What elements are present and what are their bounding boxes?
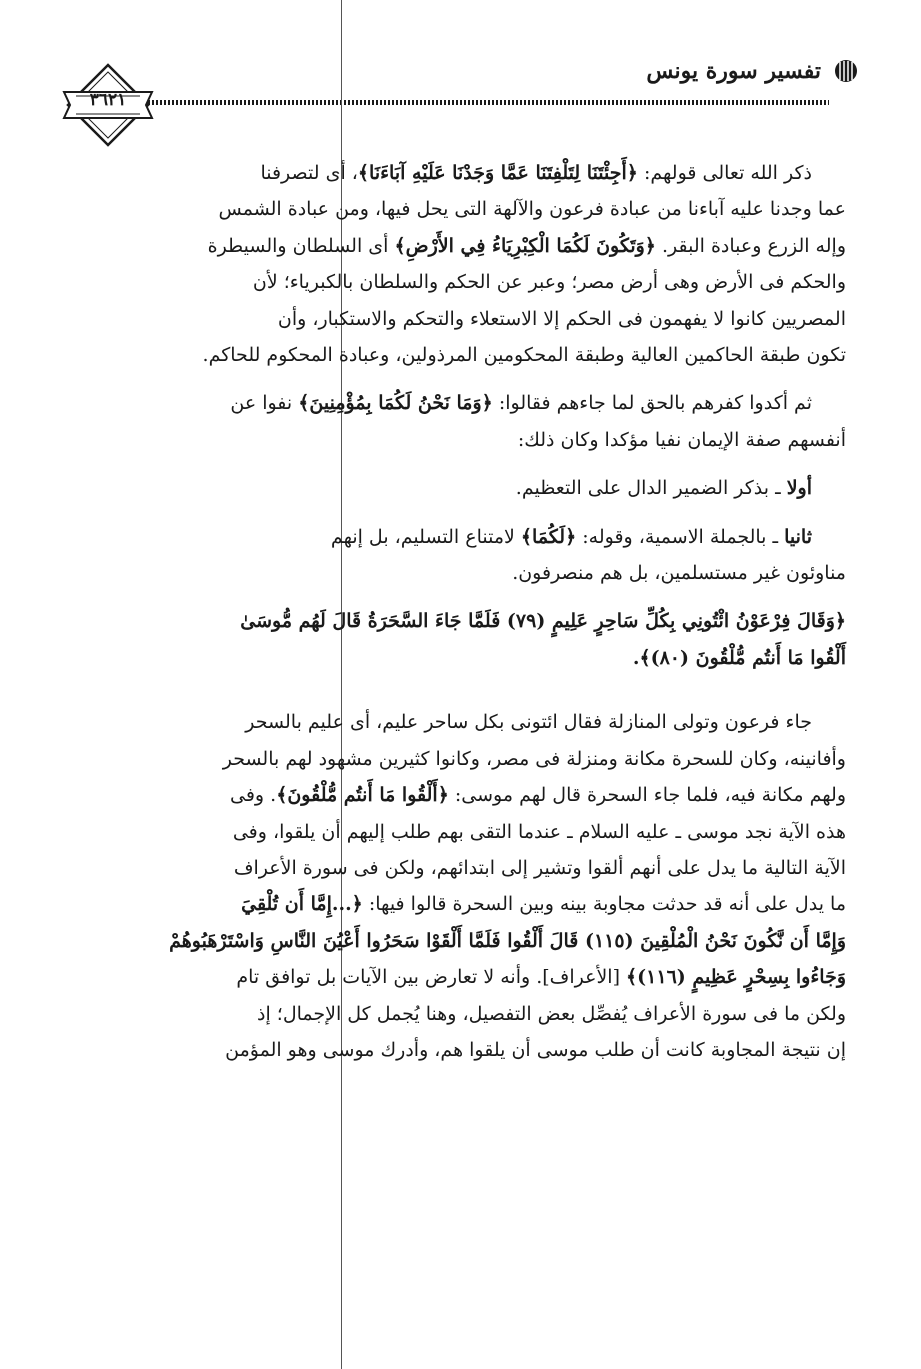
paragraph-line xyxy=(76,155,846,191)
paragraph-line: الآية التالية ما يدل على أنهم ألقوا وتشير إلى ابتدائهم، ولكن فى سورة الأعراف xyxy=(233,856,846,879)
text-run: ثم أكدوا كفرهم بالحق لما جاءهم فقالوا: xyxy=(492,392,812,415)
quran-quote: وَجَاءُوا بِسِحْرٍ عَظِيمٍ (١١٦)﴾ xyxy=(626,966,846,989)
page-number: ٣٦٢١ xyxy=(89,90,127,110)
header-rule xyxy=(148,100,829,105)
quran-quote: ﴿وَمَا نَحْنُ لَكُمَا بِمُؤْمِنِينَ﴾ xyxy=(298,392,493,415)
text-run: ولهم مكانة فيه، فلما جاء السحرة قال لهم موسى: xyxy=(448,784,846,807)
paragraph-line: تكون طبقة الحاكمين العالية وطبقة المحكومين المرذولين، وعبادة المحكوم للحاكم. xyxy=(202,344,846,367)
text-run: لامتناع التسليم، بل إنهم xyxy=(330,525,521,548)
quran-quote: ﴿لَكُمَا﴾ xyxy=(520,525,577,548)
paragraph-line: ولكن ما فى سورة الأعراف يُفصِّل بعض التفصيل، وهنا يُجمل كل الإجمال؛ إذ xyxy=(257,1002,846,1025)
quran-quote-line: وَإِمَّا أَن نَّكُونَ نَحْنُ الْمُلْقِينَ (١١٥) قَالَ أَلْقُوا فَلَمَّا أَلْقَوْا سَحَرُوا أَعْيُنَ النَّاسِ وَاسْتَرْهَبُوهُمْ xyxy=(169,929,846,952)
quran-quote: ﴿أَلْقُوا مَا أَنتُم مُّلْقُونَ﴾ xyxy=(276,784,449,807)
text-run: ـ بالجملة الاسمية، وقوله: xyxy=(576,525,785,548)
paragraph-line xyxy=(76,777,846,813)
list-item-label: أولا xyxy=(786,477,812,500)
quran-quote: ﴿...إِمَّا أَن تُلْقِيَ xyxy=(241,893,363,916)
paragraph-line: والحكم فى الأرض وهى أرض مصر؛ وعبر عن الحكم والسلطان بالكبرياء؛ لأن xyxy=(252,271,846,294)
quran-quote: ﴿وَتَكُونَ لَكُمَا الْكِبْرِيَاءُ فِي الأَرْضِ﴾ xyxy=(394,234,656,257)
paragraph-line xyxy=(76,959,846,995)
paragraph-line: جاء فرعون وتولى المنازلة فقال ائتونى بكل ساحر عليم، أى عليم بالسحر xyxy=(245,711,812,734)
paragraph-line xyxy=(76,886,846,922)
list-item xyxy=(76,519,846,555)
paragraph-line: وأفانينه، وكان للسحرة مكانة ومنزلة فى مصر، وكانوا كثيرين مشهود لهم بالسحر xyxy=(222,747,846,770)
text-run: وإله الزرع وعبادة البقر. xyxy=(655,234,846,257)
list-item xyxy=(76,470,846,506)
paragraph-line: مناوئون غير مستسلمين، بل هم منصرفون. xyxy=(512,562,846,585)
text-run: ـ بذكر الضمير الدال على التعظيم. xyxy=(515,477,787,500)
paragraph-line: هذه الآية نجد موسى ـ عليه السلام ـ عندما التقى بهم طلب إليهم أن يلقوا، وفى xyxy=(232,820,846,843)
text-run: [الأعراف]. وأنه لا تعارض بين الآيات بل توافق تام xyxy=(236,966,627,989)
paragraph-line: المصريين كانوا لا يفهمون فى الحكم إلا الاستعلاء والتحكم والاستكبار، وأن xyxy=(277,307,846,330)
text-run: أى السلطان والسيطرة xyxy=(207,234,395,257)
ayah-line: ﴿وَقَالَ فِرْعَوْنُ ائْتُونِي بِكُلِّ سَاحِرٍ عَلِيمٍ (٧٩) فَلَمَّا جَاءَ السَّحَرَةُ قَالَ لَهُم مُّوسَىٰ xyxy=(240,610,846,633)
quran-quote: ﴿أَجِئْتَنَا لِتَلْفِتَنَا عَمَّا وَجَدْنَا عَلَيْهِ آبَاءَنَا﴾ xyxy=(357,162,638,184)
text-run: نفوا عن xyxy=(230,392,299,415)
text-run: . وفى xyxy=(230,784,277,807)
text-run: ، أى لتصرفنا xyxy=(260,162,358,184)
paragraph-line: أنفسهم صفة الإيمان نفيا مؤكدا وكان ذلك: xyxy=(517,428,846,451)
paragraph-line: عما وجدنا عليه آباءنا من عبادة فرعون والآلهة التى يحل فيها، ومن عبادة الشمس xyxy=(218,198,846,221)
paragraph-line xyxy=(76,385,846,421)
ornament-icon xyxy=(831,56,861,86)
paragraph-line: إن نتيجة المجاوبة كانت أن طلب موسى أن يلقوا هم، وأدرك موسى وهو المؤمن xyxy=(225,1038,846,1061)
running-header-title: تفسير سورة يونس xyxy=(646,58,821,84)
text-run: ما يدل على أنه قد حدثت مجاوبة بينه وبين السحرة قالوا فيها: xyxy=(362,893,846,916)
text-run: ذكر الله تعالى قولهم: xyxy=(637,162,812,184)
paragraph-line xyxy=(76,228,846,264)
ayah-line: أَلْقُوا مَا أَنتُم مُّلْقُونَ (٨٠)﴾. xyxy=(632,646,846,669)
list-item-label: ثانيا xyxy=(784,525,812,548)
body-text xyxy=(76,155,846,1068)
